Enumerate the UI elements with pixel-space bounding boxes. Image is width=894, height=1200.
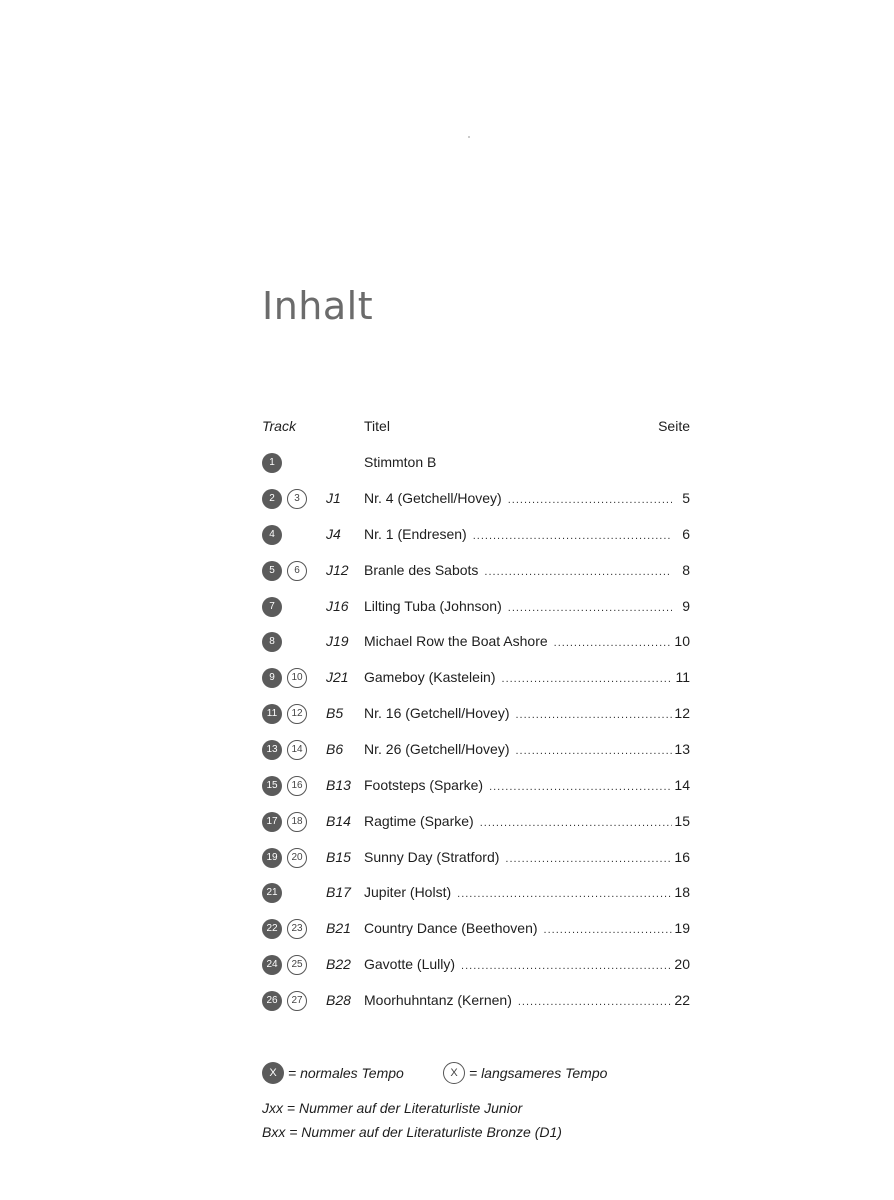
page-title: Inhalt: [262, 284, 374, 328]
dot-leader: [461, 960, 672, 972]
entry-title: Nr. 4 (Getchell/Hovey): [364, 489, 502, 506]
dot-leader: [484, 566, 672, 578]
page-number: 10: [674, 633, 690, 650]
dot-leader: [518, 996, 672, 1008]
list-code: J16: [326, 597, 349, 614]
track-normal-badge: 4: [262, 525, 282, 545]
list-code: B6: [326, 741, 344, 757]
slow-tempo-badge: X: [443, 1062, 465, 1084]
list-code: J4: [326, 525, 341, 542]
list-code: B13: [326, 776, 351, 793]
track-slow-badge: 14: [287, 740, 307, 760]
dot-leader: [473, 530, 672, 542]
toc-row: [262, 811, 690, 835]
track-slow-badge: 20: [287, 848, 307, 868]
track-normal-badge: 1: [262, 453, 282, 473]
track-normal-badge: 13: [262, 740, 282, 760]
header-seite: Seite: [658, 418, 690, 434]
list-code: B5: [326, 705, 344, 722]
toc-entry: [364, 705, 690, 721]
scan-speck: [468, 136, 470, 138]
toc-row: [262, 488, 690, 512]
toc-entry: [364, 490, 690, 506]
dot-leader: [480, 817, 672, 829]
track-normal-badge: 9: [262, 668, 282, 688]
entry-title: Branle des Sabots: [364, 561, 479, 578]
list-code: J19: [326, 633, 349, 650]
list-code: B22: [326, 956, 351, 973]
entry-title: Jupiter (Holst): [364, 884, 452, 901]
list-code: B28: [326, 992, 351, 1008]
toc-entry: [364, 992, 690, 1008]
toc-row: [262, 954, 690, 978]
entry-title: Ragtime (Sparke): [364, 812, 474, 829]
list-code: J12: [326, 561, 349, 578]
track-slow-badge: 6: [287, 561, 307, 581]
page-number: 18: [674, 884, 690, 901]
track-slow-badge: 10: [287, 668, 307, 688]
toc-entry: [364, 849, 690, 865]
page-number: 11: [675, 669, 690, 686]
track-normal-badge: 8: [262, 632, 282, 652]
page-number: 6: [682, 525, 690, 542]
dot-leader: [516, 709, 673, 721]
entry-title: Nr. 1 (Endresen): [364, 525, 467, 542]
entry-title: Michael Row the Boat Ashore: [364, 633, 548, 650]
page-number: 9: [682, 597, 690, 614]
toc-row: [262, 560, 690, 584]
dot-leader: [505, 853, 672, 865]
toc-row: [262, 775, 690, 799]
list-code: B15: [326, 848, 351, 865]
list-code: B17: [326, 884, 351, 901]
header-track: Track: [262, 418, 296, 434]
toc-row: [262, 631, 690, 655]
track-slow-badge: 25: [287, 955, 307, 975]
note-junior: Jxx = Nummer auf der Literaturliste Junior: [262, 1100, 523, 1116]
page-number: 15: [674, 812, 690, 829]
entry-title: Footsteps (Sparke): [364, 776, 484, 793]
toc-row: [262, 739, 690, 763]
page-number: 16: [674, 848, 690, 865]
track-normal-badge: 22: [262, 919, 282, 939]
toc-entry: [364, 920, 690, 936]
toc-entry: [364, 669, 690, 685]
toc-row: [262, 667, 690, 691]
dot-leader: [457, 888, 672, 900]
track-slow-badge: 18: [287, 812, 307, 832]
track-normal-badge: 15: [262, 776, 282, 796]
dot-leader: [516, 745, 673, 757]
header-titel: Titel: [364, 418, 390, 434]
track-normal-badge: 24: [262, 955, 282, 975]
entry-title: Sunny Day (Stratford): [364, 848, 500, 865]
track-normal-badge: 7: [262, 597, 282, 617]
list-code: B21: [326, 920, 351, 937]
toc-row: [262, 703, 690, 727]
toc-entry: [364, 777, 690, 793]
entry-title: Stimmton B: [364, 454, 437, 470]
entry-title: Country Dance (Beethoven): [364, 920, 538, 937]
toc-entry: [364, 562, 690, 578]
entry-title: Gavotte (Lully): [364, 956, 456, 973]
entry-title: Nr. 26 (Getchell/Hovey): [364, 741, 510, 757]
entry-title: Gameboy (Kastelein): [364, 669, 496, 686]
toc-entry: [364, 633, 690, 649]
dot-leader: [489, 781, 672, 793]
toc-entry: [364, 526, 690, 542]
toc-entry: [364, 741, 690, 757]
toc-entry: [364, 813, 690, 829]
page-number: 12: [674, 705, 690, 722]
dot-leader: [508, 602, 672, 614]
track-normal-badge: 17: [262, 812, 282, 832]
dot-leader: [544, 924, 672, 936]
toc-row: [262, 918, 690, 942]
legend-slow-text: = langsameres Tempo: [469, 1065, 608, 1081]
toc-entry: [364, 454, 690, 470]
toc-entry: [364, 598, 690, 614]
track-slow-badge: 23: [287, 919, 307, 939]
track-slow-badge: 16: [287, 776, 307, 796]
list-code: B14: [326, 812, 351, 829]
toc-row: [262, 524, 690, 548]
page-number: 22: [674, 992, 690, 1008]
dot-leader: [502, 673, 672, 685]
page-number: 5: [682, 489, 690, 506]
entry-title: Lilting Tuba (Johnson): [364, 597, 502, 614]
entry-title: Nr. 16 (Getchell/Hovey): [364, 705, 510, 722]
legend-normal-text: = normales Tempo: [288, 1065, 404, 1081]
toc-row: [262, 882, 690, 906]
toc-entry: [364, 956, 690, 972]
toc-entry: [364, 884, 690, 900]
page-number: 20: [674, 956, 690, 973]
normal-tempo-badge: X: [262, 1062, 284, 1084]
track-normal-badge: 5: [262, 561, 282, 581]
list-code: J1: [326, 489, 341, 506]
track-normal-badge: 21: [262, 883, 282, 903]
track-slow-badge: 3: [287, 489, 307, 509]
dot-leader: [554, 637, 672, 649]
page-number: 13: [674, 741, 690, 757]
toc-row: [262, 596, 690, 620]
track-slow-badge: 12: [287, 704, 307, 724]
page-number: 8: [682, 561, 690, 578]
list-code: J21: [326, 669, 349, 686]
track-normal-badge: 19: [262, 848, 282, 868]
page-number: 14: [674, 776, 690, 793]
page-number: 19: [674, 920, 690, 937]
entry-title: Moorhuhntanz (Kernen): [364, 992, 512, 1008]
toc-row: [262, 990, 690, 1014]
track-slow-badge: 27: [287, 991, 307, 1011]
track-normal-badge: 2: [262, 489, 282, 509]
toc-row: [262, 452, 690, 476]
note-bronze: Bxx = Nummer auf der Literaturliste Bronze (D1): [262, 1124, 562, 1140]
toc-row: [262, 847, 690, 871]
dot-leader: [508, 494, 672, 506]
track-normal-badge: 11: [262, 704, 282, 724]
track-normal-badge: 26: [262, 991, 282, 1011]
